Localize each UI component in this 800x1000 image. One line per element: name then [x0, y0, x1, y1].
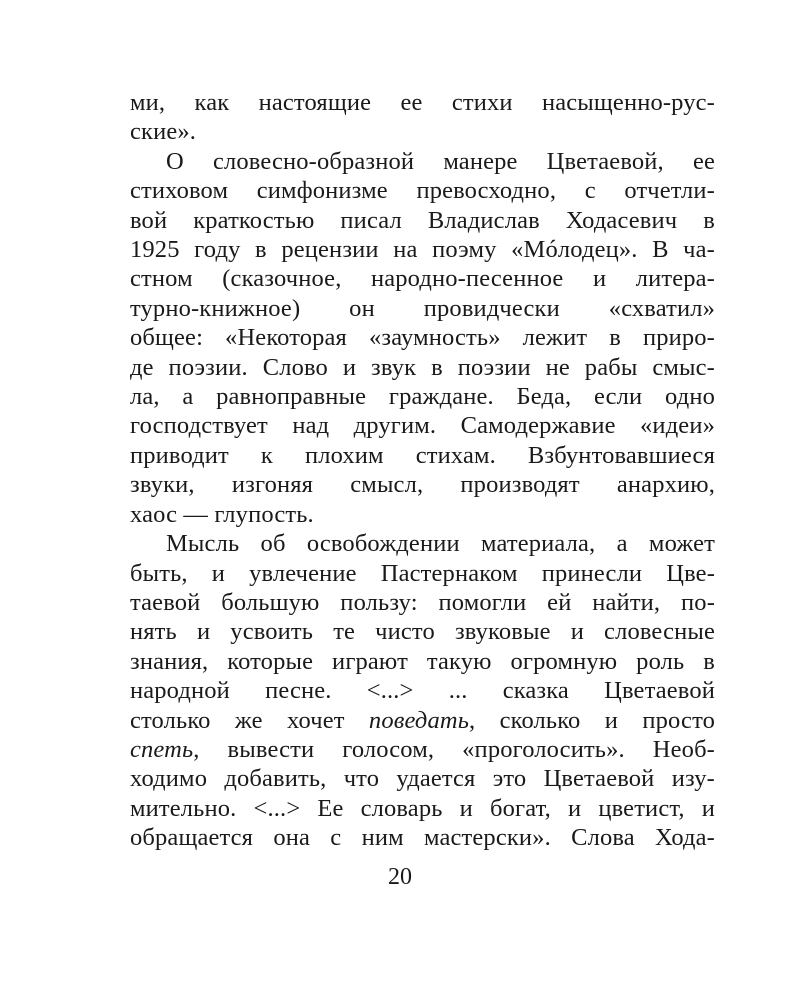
page-number: 20	[388, 864, 412, 890]
text-line: ми, как настоящие ее стихи насыщенно-рус-	[130, 89, 715, 116]
text-line: мительно. <...> Ее словарь и богат, и цветист, и	[130, 794, 715, 822]
italic-word: поведать	[368, 706, 470, 734]
italic-word: спеть	[130, 735, 194, 763]
text-line: хаос — глупость.	[130, 500, 314, 528]
text-line: турно-книжное) он провидчески «схватил»	[130, 294, 715, 322]
text-line: де поэзии. Слово и звук в поэзии не рабы смыс-	[130, 353, 715, 381]
paragraph-1	[130, 88, 715, 147]
text-line: ла, а равноправные граждане. Беда, если одно	[130, 383, 715, 411]
text-line-italic	[130, 706, 715, 735]
text-line: господствует над другим. Самодержавие «идеи»	[130, 412, 715, 440]
paragraph-3	[130, 529, 715, 852]
text-line: народной песне. <...> ... сказка Цветаевой	[130, 677, 715, 705]
paragraph-2	[130, 147, 715, 529]
text-line: звуки, изгоняя смысл, производят анархию,	[130, 471, 715, 499]
text-line: знания, которые играют такую огромную роль в	[130, 647, 715, 675]
text-line: О словесно-образной манере Цветаевой, ее	[166, 147, 715, 175]
text-line: стиховом симфонизме превосходно, с отчетли-	[130, 177, 715, 205]
text-line-italic	[130, 735, 715, 764]
text-line: нять и усвоить те чисто звуковые и словесные	[130, 618, 715, 646]
text-line: вой краткостью писал Владислав Ходасевич в	[130, 206, 715, 234]
text-segment: , сколько и просто	[469, 706, 716, 734]
text-line: ские».	[130, 118, 197, 146]
text-line: общее: «Некоторая «заумность» лежит в приро-	[130, 324, 715, 352]
text-line: таевой большую пользу: помогли ей найти, по-	[130, 588, 715, 616]
text-line: приводит к плохим стихам. Взбунтовавшиеся	[130, 441, 715, 469]
text-line: ходимо добавить, что удается это Цветаевой изу-	[130, 765, 715, 793]
text-line: стном (сказочное, народно-песенное и литера-	[130, 265, 715, 293]
text-line: Мысль об освобождении материала, а может	[166, 530, 715, 558]
text-line: быть, и увлечение Пастернаком принесли Цве-	[130, 559, 715, 587]
text-line: 1925 году в рецензии на поэму «Мóлодец». В ча-	[130, 236, 715, 264]
text-line: обращается она с ним мастерски». Слова Хода-	[130, 824, 715, 852]
text-segment: столько же хочет	[130, 706, 369, 734]
page-text	[130, 88, 715, 853]
text-segment: , вывести голосом, «проголосить». Необ-	[193, 735, 715, 763]
